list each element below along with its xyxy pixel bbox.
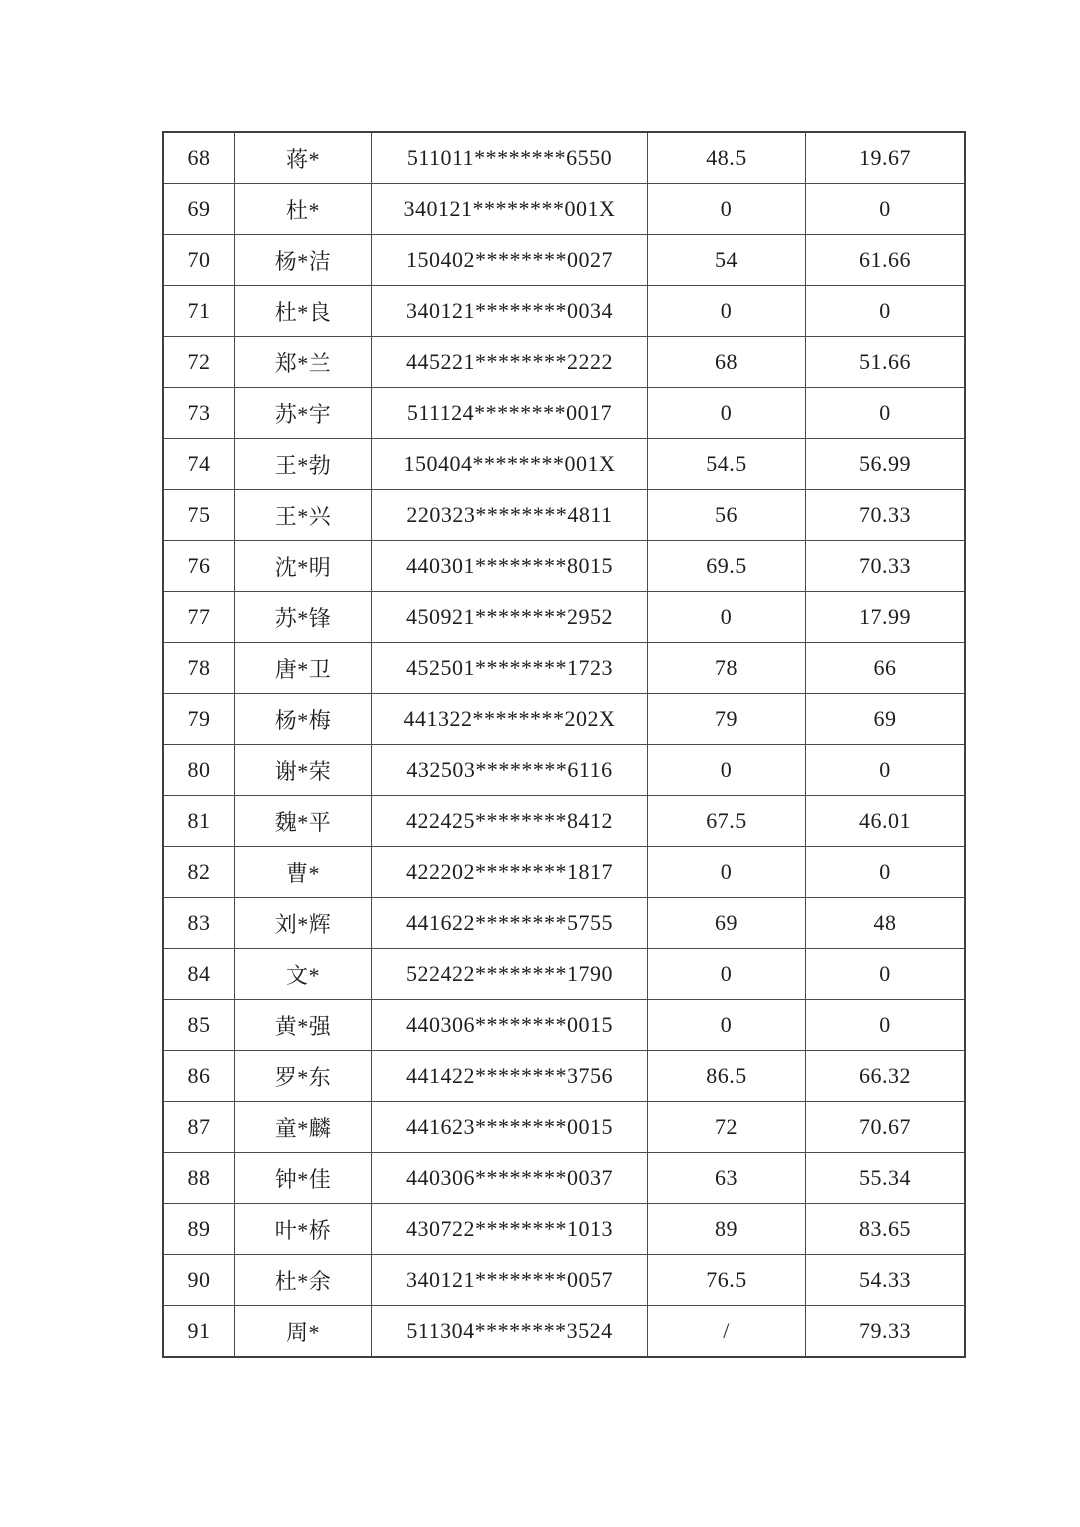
table-row	[163, 592, 965, 643]
cell-score-1: 89	[648, 1204, 806, 1255]
cell-row-number: 82	[163, 847, 235, 898]
cell-masked-id-number: 440301********8015	[372, 541, 648, 592]
cell-score-1: 0	[648, 184, 806, 235]
cell-masked-name: 杨*洁	[235, 235, 372, 286]
cell-masked-name: 王*勃	[235, 439, 372, 490]
cell-score-1: 86.5	[648, 1051, 806, 1102]
cell-masked-id-number: 150404********001X	[372, 439, 648, 490]
cell-score-2: 70.33	[806, 490, 966, 541]
cell-masked-name: 钟*佳	[235, 1153, 372, 1204]
cell-row-number: 74	[163, 439, 235, 490]
cell-score-1: 0	[648, 388, 806, 439]
cell-score-2: 0	[806, 184, 966, 235]
cell-row-number: 79	[163, 694, 235, 745]
cell-score-1: 79	[648, 694, 806, 745]
cell-masked-name: 沈*明	[235, 541, 372, 592]
cell-row-number: 68	[163, 132, 235, 184]
cell-score-2: 79.33	[806, 1306, 966, 1358]
cell-masked-id-number: 340121********001X	[372, 184, 648, 235]
cell-masked-name: 周*	[235, 1306, 372, 1358]
cell-row-number: 71	[163, 286, 235, 337]
cell-masked-id-number: 522422********1790	[372, 949, 648, 1000]
cell-score-1: 56	[648, 490, 806, 541]
table-row	[163, 694, 965, 745]
cell-masked-id-number: 511304********3524	[372, 1306, 648, 1358]
table-row	[163, 796, 965, 847]
cell-row-number: 87	[163, 1102, 235, 1153]
cell-masked-name: 谢*荣	[235, 745, 372, 796]
cell-masked-name: 王*兴	[235, 490, 372, 541]
cell-masked-name: 叶*桥	[235, 1204, 372, 1255]
cell-score-2: 0	[806, 847, 966, 898]
cell-score-1: 69.5	[648, 541, 806, 592]
table-row	[163, 1051, 965, 1102]
cell-row-number: 89	[163, 1204, 235, 1255]
cell-score-2: 0	[806, 286, 966, 337]
table-row	[163, 235, 965, 286]
table-row	[163, 1000, 965, 1051]
cell-score-2: 54.33	[806, 1255, 966, 1306]
cell-row-number: 83	[163, 898, 235, 949]
cell-masked-name: 杜*	[235, 184, 372, 235]
cell-score-2: 51.66	[806, 337, 966, 388]
cell-score-2: 0	[806, 1000, 966, 1051]
cell-score-1: 54.5	[648, 439, 806, 490]
cell-score-2: 70.67	[806, 1102, 966, 1153]
score-table-body	[163, 132, 965, 1357]
cell-masked-name: 苏*宇	[235, 388, 372, 439]
cell-masked-id-number: 441422********3756	[372, 1051, 648, 1102]
table-row	[163, 337, 965, 388]
cell-row-number: 86	[163, 1051, 235, 1102]
cell-masked-name: 杨*梅	[235, 694, 372, 745]
cell-masked-id-number: 445221********2222	[372, 337, 648, 388]
table-row	[163, 1102, 965, 1153]
table-row	[163, 745, 965, 796]
cell-score-2: 0	[806, 745, 966, 796]
table-row	[163, 949, 965, 1000]
cell-row-number: 80	[163, 745, 235, 796]
table-row	[163, 898, 965, 949]
cell-score-1: 54	[648, 235, 806, 286]
cell-row-number: 84	[163, 949, 235, 1000]
cell-score-2: 0	[806, 388, 966, 439]
cell-score-1: 0	[648, 847, 806, 898]
cell-score-2: 56.99	[806, 439, 966, 490]
cell-masked-name: 刘*辉	[235, 898, 372, 949]
cell-score-1: 76.5	[648, 1255, 806, 1306]
cell-masked-id-number: 440306********0015	[372, 1000, 648, 1051]
cell-row-number: 70	[163, 235, 235, 286]
table-row	[163, 388, 965, 439]
cell-masked-name: 魏*平	[235, 796, 372, 847]
cell-score-1: 0	[648, 1000, 806, 1051]
cell-row-number: 91	[163, 1306, 235, 1358]
cell-row-number: 72	[163, 337, 235, 388]
table-row	[163, 541, 965, 592]
cell-row-number: 85	[163, 1000, 235, 1051]
cell-row-number: 78	[163, 643, 235, 694]
cell-masked-name: 杜*余	[235, 1255, 372, 1306]
cell-masked-name: 杜*良	[235, 286, 372, 337]
cell-masked-id-number: 340121********0057	[372, 1255, 648, 1306]
cell-score-2: 70.33	[806, 541, 966, 592]
cell-score-1: 48.5	[648, 132, 806, 184]
cell-score-2: 66.32	[806, 1051, 966, 1102]
cell-masked-name: 蒋*	[235, 132, 372, 184]
score-table	[162, 131, 966, 1358]
cell-masked-id-number: 422425********8412	[372, 796, 648, 847]
cell-masked-id-number: 511124********0017	[372, 388, 648, 439]
cell-masked-name: 罗*东	[235, 1051, 372, 1102]
cell-score-2: 17.99	[806, 592, 966, 643]
cell-masked-id-number: 441622********5755	[372, 898, 648, 949]
table-row	[163, 1306, 965, 1358]
table-row	[163, 847, 965, 898]
cell-masked-id-number: 440306********0037	[372, 1153, 648, 1204]
table-row	[163, 286, 965, 337]
cell-score-1: 0	[648, 949, 806, 1000]
cell-masked-name: 黄*强	[235, 1000, 372, 1051]
table-row	[163, 1255, 965, 1306]
cell-masked-id-number: 220323********4811	[372, 490, 648, 541]
cell-score-2: 66	[806, 643, 966, 694]
cell-masked-id-number: 340121********0034	[372, 286, 648, 337]
table-row	[163, 490, 965, 541]
cell-score-1: 0	[648, 286, 806, 337]
cell-row-number: 73	[163, 388, 235, 439]
cell-score-1: 0	[648, 592, 806, 643]
cell-score-2: 0	[806, 949, 966, 1000]
cell-masked-id-number: 432503********6116	[372, 745, 648, 796]
cell-masked-name: 苏*锋	[235, 592, 372, 643]
cell-score-2: 83.65	[806, 1204, 966, 1255]
table-row	[163, 184, 965, 235]
cell-score-1: 68	[648, 337, 806, 388]
cell-score-2: 61.66	[806, 235, 966, 286]
table-row	[163, 132, 965, 184]
cell-masked-id-number: 452501********1723	[372, 643, 648, 694]
cell-masked-id-number: 441623********0015	[372, 1102, 648, 1153]
cell-row-number: 76	[163, 541, 235, 592]
cell-masked-name: 唐*卫	[235, 643, 372, 694]
cell-score-1: 63	[648, 1153, 806, 1204]
table-row	[163, 1153, 965, 1204]
cell-score-1: 72	[648, 1102, 806, 1153]
cell-score-2: 46.01	[806, 796, 966, 847]
cell-masked-name: 郑*兰	[235, 337, 372, 388]
cell-row-number: 90	[163, 1255, 235, 1306]
cell-masked-name: 文*	[235, 949, 372, 1000]
cell-score-2: 69	[806, 694, 966, 745]
cell-masked-id-number: 150402********0027	[372, 235, 648, 286]
cell-score-2: 48	[806, 898, 966, 949]
cell-masked-name: 童*麟	[235, 1102, 372, 1153]
cell-score-1: 0	[648, 745, 806, 796]
cell-masked-id-number: 450921********2952	[372, 592, 648, 643]
cell-masked-id-number: 441322********202X	[372, 694, 648, 745]
cell-row-number: 75	[163, 490, 235, 541]
cell-row-number: 81	[163, 796, 235, 847]
cell-score-1: 67.5	[648, 796, 806, 847]
cell-row-number: 69	[163, 184, 235, 235]
cell-score-1: /	[648, 1306, 806, 1358]
cell-masked-name: 曹*	[235, 847, 372, 898]
cell-row-number: 77	[163, 592, 235, 643]
cell-score-2: 19.67	[806, 132, 966, 184]
cell-score-1: 78	[648, 643, 806, 694]
cell-masked-id-number: 422202********1817	[372, 847, 648, 898]
table-row	[163, 439, 965, 490]
table-row	[163, 1204, 965, 1255]
cell-score-1: 69	[648, 898, 806, 949]
cell-score-2: 55.34	[806, 1153, 966, 1204]
table-row	[163, 643, 965, 694]
cell-masked-id-number: 511011********6550	[372, 132, 648, 184]
cell-row-number: 88	[163, 1153, 235, 1204]
cell-masked-id-number: 430722********1013	[372, 1204, 648, 1255]
